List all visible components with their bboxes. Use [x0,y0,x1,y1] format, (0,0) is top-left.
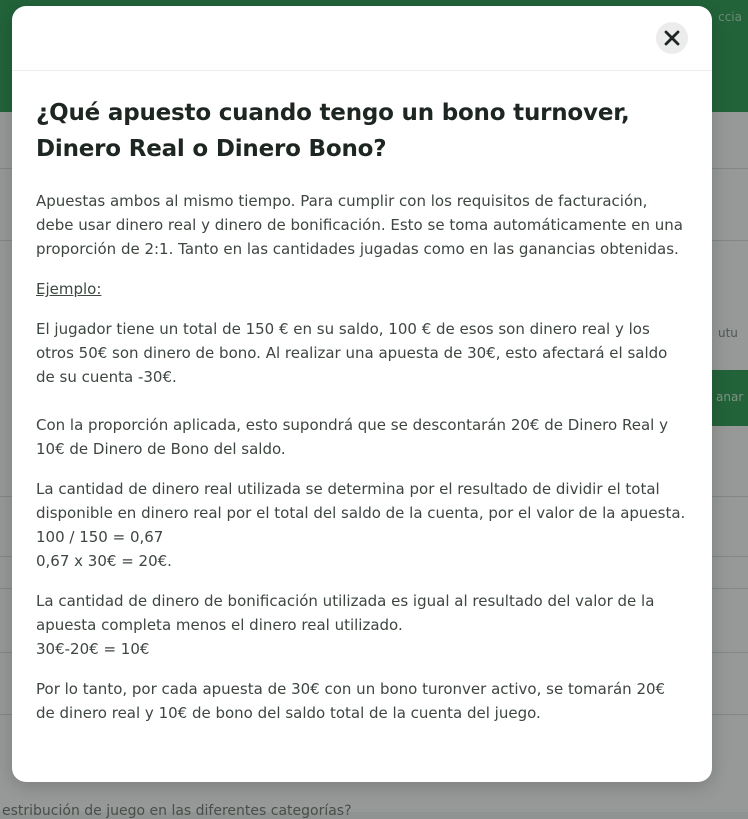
modal-header [12,6,712,71]
background-side-text: utu [718,326,738,340]
close-button[interactable] [656,22,688,54]
background-question-text: estribución de juego en las diferentes categorías? [2,803,352,819]
real-money-paragraph [36,477,688,573]
conclusion-paragraph: Por lo tanto, por cada apuesta de 30€ con un bono turonver activo, se tomarán 20€ de dinero real y 10€ de bono del saldo total de la cuenta del juego. [36,680,666,722]
background-side-text: anar [716,390,744,404]
bonus-money-paragraph [36,589,688,661]
close-icon [663,29,681,47]
real-money-calc: 0,67 x 30€ = 20€. [36,552,172,570]
modal-title: ¿Qué apuesto cuando tengo un bono turnover, Dinero Real o Dinero Bono? [36,100,630,162]
faq-modal [12,6,712,782]
bonus-money-text: La cantidad de dinero de bonificación utilizada es igual al resultado del valor de la apuesta completa menos el dinero real utilizado. [36,592,655,634]
proportion-paragraph: Con la proporción aplicada, esto supondrá que se descontarán 20€ de Dinero Real y 10€ de Dinero de Bono del saldo. [36,416,668,458]
real-money-text: La cantidad de dinero real utilizada se determina por el resultado de dividir el total disponible en dinero real por el total del saldo de la cuenta, por el valor de la apuesta. [36,480,686,522]
background-header-text: ccia [718,10,742,24]
example-label: Ejemplo: [36,280,102,298]
intro-paragraph: Apuestas ambos al mismo tiempo. Para cumplir con los requisitos de facturación, debe usar dinero real y dinero de bonificación. Esto se toma automáticamente en una proporción de 2:1. Tanto en las cantidades jugadas como en las ganancias obtenidas. [36,192,683,258]
example-paragraph: El jugador tiene un total de 150 € en su saldo, 100 € de esos son dinero real y los otros 50€ son dinero de bono. Al realizar una apuesta de 30€, esto afectará el saldo de su cuenta -30€. [36,320,668,386]
real-money-calc: 100 / 150 = 0,67 [36,528,164,546]
modal-body [12,71,712,725]
bonus-money-calc: 30€-20€ = 10€ [36,640,150,658]
